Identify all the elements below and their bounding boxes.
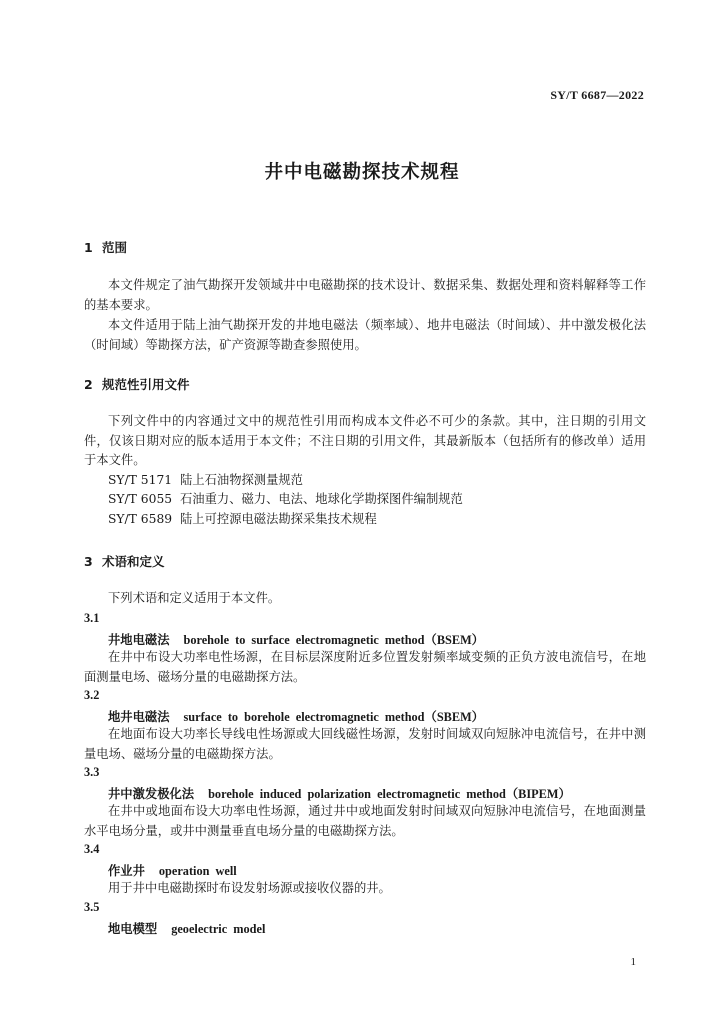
- reference-item: [108, 490, 463, 510]
- clause-number: 3.4: [84, 842, 100, 856]
- reference-title: 石油重力、磁力、电法、地球化学勘探图件编制规范: [180, 492, 463, 506]
- term-definition: 在地面布设大功率长导线电性场源或大回线磁性场源，发射时间域双向短脉冲电流信号，在井中测量电场、磁场分量的电磁勘探方法。: [84, 727, 646, 761]
- term-chinese: 地井电磁法: [108, 710, 170, 724]
- term-english: borehole to surface electromagnetic method（BSEM）: [183, 633, 484, 647]
- document-title: 井中电磁勘探技术规程: [264, 162, 460, 183]
- clause-number: 3.1: [84, 611, 100, 625]
- section-number: 1: [84, 240, 93, 255]
- term-definition: 在井中布设大功率电性场源，在目标层深度附近多位置发射频率域变频的正负方波电流信号，在地面测量电场、磁场分量的电磁勘探方法。: [84, 650, 646, 684]
- section-title: 规范性引用文件: [102, 377, 190, 392]
- paragraph: 本文件适用于陆上油气勘探开发的井地电磁法（频率域）、地井电磁法（时间域）、井中激发极化法（时间域）等勘探方法，矿产资源等勘查参照使用。: [84, 318, 646, 352]
- standard-code: SY/T 6687—2022: [550, 88, 644, 102]
- term-entry: [108, 707, 484, 725]
- term-chinese: 井中激发极化法: [108, 787, 195, 801]
- paragraph: 下列文件中的内容通过文中的规范性引用而构成本文件必不可少的条款。其中，注日期的引用文件，仅该日期对应的版本适用于本文件；不注日期的引用文件，其最新版本（包括所有的修改单）适用于本文件。: [84, 414, 646, 467]
- section-1-heading: [84, 238, 127, 256]
- term-entry: [108, 630, 484, 648]
- paragraph: 本文件规定了油气勘探开发领域井中电磁勘探的技术设计、数据采集、数据处理和资料解释等工作的基本要求。: [84, 278, 646, 312]
- clause-number: 3.3: [84, 765, 100, 779]
- paragraph: 下列术语和定义适用于本文件。: [108, 591, 281, 605]
- reference-code: SY/T 5171: [108, 473, 173, 487]
- term-english: geoelectric model: [171, 922, 266, 936]
- page-number: 1: [630, 956, 636, 968]
- term-entry: [108, 784, 571, 802]
- section-number: 3: [84, 554, 93, 569]
- clause-number: 3.5: [84, 900, 100, 914]
- section-3-heading: [84, 552, 165, 570]
- term-chinese: 作业井: [108, 864, 145, 878]
- term-definition: 在井中或地面布设大功率电性场源，通过井中或地面发射时间域双向短脉冲电流信号，在地面测量水平电场分量，或井中测量垂直电场分量的电磁勘探方法。: [84, 804, 646, 838]
- term-definition: 用于井中电磁勘探时布设发射场源或接收仪器的井。: [108, 881, 391, 895]
- reference-code: SY/T 6055: [108, 492, 173, 506]
- section-title: 术语和定义: [102, 554, 165, 569]
- section-2-heading: [84, 375, 190, 393]
- clause-number: 3.2: [84, 688, 100, 702]
- reference-item: [108, 510, 377, 530]
- reference-item: [108, 471, 303, 491]
- reference-code: SY/T 6589: [108, 512, 173, 526]
- term-english: borehole induced polarization electromagnetic method（BIPEM）: [208, 787, 571, 801]
- term-entry: [108, 919, 265, 937]
- reference-title: 陆上石油物探测量规范: [180, 473, 303, 487]
- term-entry: [108, 861, 237, 879]
- section-number: 2: [84, 377, 93, 392]
- section-title: 范围: [102, 240, 128, 255]
- term-chinese: 井地电磁法: [108, 633, 170, 647]
- term-english: surface to borehole electromagnetic method（SBEM）: [183, 710, 484, 724]
- term-english: operation well: [158, 864, 237, 878]
- reference-title: 陆上可控源电磁法勘探采集技术规程: [180, 512, 377, 526]
- term-chinese: 地电模型: [108, 922, 158, 936]
